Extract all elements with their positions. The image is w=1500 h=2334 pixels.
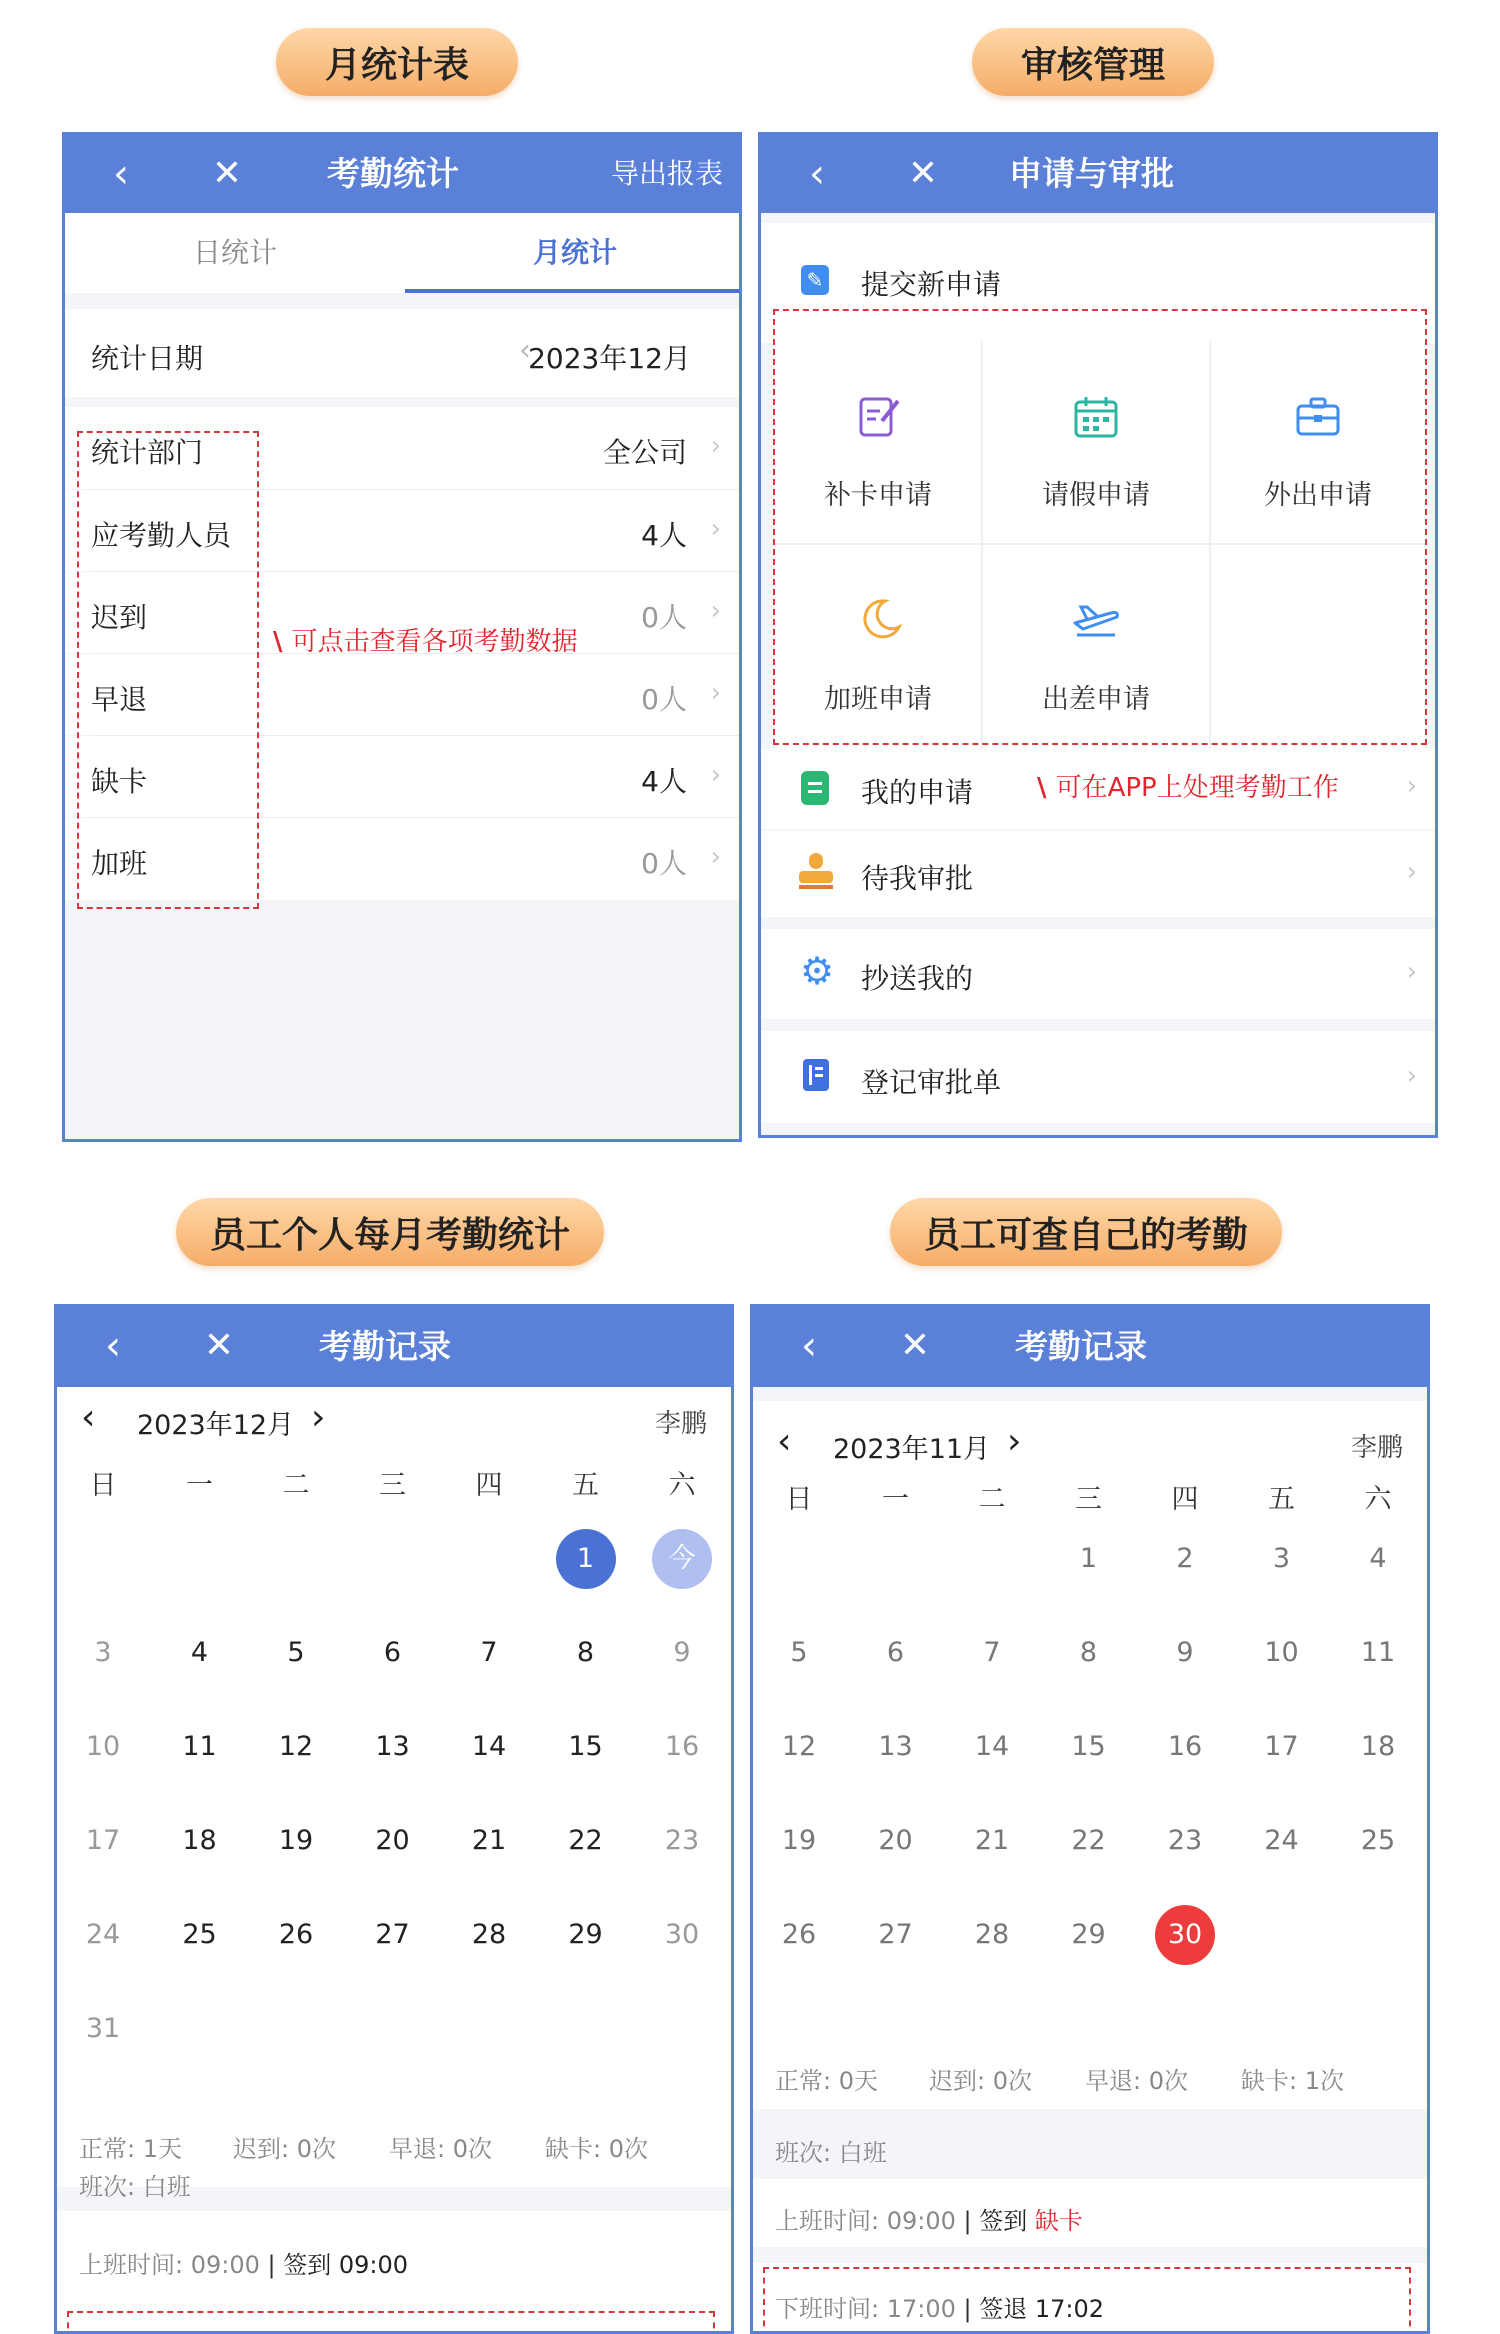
tile-label: 请假申请 xyxy=(1042,480,1150,511)
calendar-day[interactable]: 25 xyxy=(1360,1825,1396,1856)
prev-month-button[interactable]: ‹ xyxy=(81,1397,96,1438)
calendar-day[interactable]: 9 xyxy=(673,1637,691,1668)
calendar-day[interactable]: 6 xyxy=(886,1637,905,1668)
weekday-header: 日 xyxy=(785,1484,813,1515)
tile-label: 补卡申请 xyxy=(824,480,932,511)
calendar-day[interactable]: 27 xyxy=(878,1919,913,1950)
clock-in-row xyxy=(57,2211,731,2334)
stats-row-label: 加班 xyxy=(91,847,148,880)
list-register-approval[interactable] xyxy=(761,1031,1435,1123)
calendar-day[interactable]: 10 xyxy=(1264,1637,1299,1668)
calendar-day[interactable]: 21 xyxy=(471,1825,507,1856)
next-month-button[interactable]: › xyxy=(311,1397,326,1438)
list-label: 登记审批单 xyxy=(861,1066,1002,1099)
clock-in-label: 上班时间: 09:00 xyxy=(775,2207,956,2235)
chevron-left-icon[interactable]: ‹ xyxy=(809,151,825,197)
calendar-day[interactable]: 27 xyxy=(375,1919,410,1950)
stats-screen xyxy=(62,132,742,1142)
calendar-day[interactable]: 18 xyxy=(182,1825,217,1856)
prev-month-button[interactable]: ‹ xyxy=(777,1421,792,1462)
user-name: 李鹏 xyxy=(1350,1433,1403,1463)
stats-row-label: 缺卡 xyxy=(91,765,148,798)
weekday-header: 六 xyxy=(1364,1484,1392,1515)
calendar-day[interactable]: 28 xyxy=(471,1919,507,1950)
calendar-day[interactable]: 21 xyxy=(974,1825,1010,1856)
calendar-day[interactable]: 4 xyxy=(1369,1543,1387,1574)
caption-monthly: 月统计表 xyxy=(276,28,518,96)
clock-out-label: 下班时间: 17:00 xyxy=(775,2295,956,2323)
calendar-day[interactable]: 22 xyxy=(1071,1825,1106,1856)
caption-review: 审核管理 xyxy=(972,28,1214,96)
calendar-day[interactable]: 24 xyxy=(85,1919,121,1950)
approval-topbar xyxy=(761,135,1435,213)
user-name: 李鹏 xyxy=(654,1409,707,1439)
calendar xyxy=(753,1401,1427,2067)
chevron-right-icon: › xyxy=(1406,957,1417,987)
stats-row-value: 0人 xyxy=(641,601,687,634)
calendar-day[interactable]: 29 xyxy=(568,1919,603,1950)
list-label: 我的申请 xyxy=(861,776,974,809)
tile-label: 外出申请 xyxy=(1264,480,1372,511)
stats-row-value: 0人 xyxy=(641,683,687,716)
calendar-day[interactable]: 26 xyxy=(781,1919,817,1950)
calendar-day[interactable]: 17 xyxy=(85,1825,121,1856)
stats-row-value: 0人 xyxy=(641,847,687,880)
weekday-header: 三 xyxy=(379,1470,406,1501)
highlight-box xyxy=(773,309,1427,745)
close-icon[interactable]: ✕ xyxy=(907,153,939,194)
weekday-header: 日 xyxy=(89,1470,117,1501)
calendar-day[interactable]: 12 xyxy=(278,1731,314,1762)
gear-icon: ⚙ xyxy=(799,949,835,993)
calendar-day[interactable]: 15 xyxy=(1071,1731,1106,1762)
edit-icon: ✎ xyxy=(801,265,829,295)
calendar-day[interactable]: 13 xyxy=(375,1731,410,1762)
calendar-month: 2023年12月 xyxy=(137,1410,295,1441)
weekday-header: 二 xyxy=(978,1484,1006,1515)
chevron-right-icon: › xyxy=(710,760,721,790)
weekday-header: 二 xyxy=(282,1470,310,1501)
clock-in-time xyxy=(79,2245,408,2280)
weekday-header: 四 xyxy=(1171,1484,1199,1515)
highlight-box xyxy=(763,2267,1411,2334)
calendar-day[interactable]: 30 xyxy=(664,1919,700,1950)
calendar-day[interactable]: 11 xyxy=(182,1731,217,1762)
separator: | xyxy=(963,2207,980,2235)
calendar xyxy=(57,1387,731,2097)
list-pending-approval[interactable] xyxy=(761,831,1435,917)
document-icon xyxy=(801,771,829,805)
calendar-day[interactable]: 22 xyxy=(568,1825,603,1856)
stats-tabs xyxy=(65,213,739,293)
caption-personal: 员工个人每月考勤统计 xyxy=(176,1198,604,1266)
page-title: 考勤统计 xyxy=(327,154,459,193)
calendar-day[interactable]: 8 xyxy=(1079,1637,1098,1668)
stamp-icon xyxy=(799,853,833,889)
calendar-day[interactable]: 5 xyxy=(287,1637,305,1668)
calendar-day[interactable]: 30 xyxy=(1155,1905,1215,1965)
stats-row-label: 应考勤人员 xyxy=(91,519,232,552)
close-icon[interactable]: ✕ xyxy=(203,1325,235,1366)
calendar-day[interactable]: 6 xyxy=(383,1637,402,1668)
calendar-day[interactable]: 16 xyxy=(1167,1731,1203,1762)
tile-label: 出差申请 xyxy=(1042,684,1150,715)
weekday-header: 五 xyxy=(572,1470,599,1501)
chevron-left-icon[interactable]: ‹ xyxy=(519,333,531,368)
calendar-day[interactable]: 11 xyxy=(1360,1637,1396,1668)
page-title: 考勤记录 xyxy=(1015,1327,1147,1366)
calendar-day[interactable]: 9 xyxy=(1176,1637,1194,1668)
stats-summary xyxy=(753,2039,1427,2109)
list-label: 待我审批 xyxy=(861,862,974,895)
record-nov-screen xyxy=(750,1304,1430,2334)
calendar-day[interactable]: 14 xyxy=(471,1731,507,1762)
calendar-day[interactable]: 7 xyxy=(480,1637,498,1668)
submit-new-label: 提交新申请 xyxy=(861,268,1002,301)
calendar-day[interactable]: 20 xyxy=(878,1825,913,1856)
stats-row-label: 早退 xyxy=(91,683,148,716)
annotation-text: 可在APP上处理考勤工作 xyxy=(1055,773,1339,803)
sign-in-value: 签到 09:00 xyxy=(283,2251,409,2279)
calendar-day[interactable]: 7 xyxy=(983,1637,1001,1668)
stats-date-row[interactable] xyxy=(65,309,739,397)
stats-row-label: 统计部门 xyxy=(91,436,204,469)
calendar-day[interactable]: 31 xyxy=(85,2013,121,2044)
record-dec-screen xyxy=(54,1304,734,2334)
sign-in-label: 签到 xyxy=(979,2207,1028,2235)
calendar-day[interactable]: 17 xyxy=(1264,1731,1299,1762)
stats-row-value: 4人 xyxy=(641,519,687,552)
chevron-right-icon: › xyxy=(1406,1061,1417,1091)
annotation-text: 可点击查看各项考勤数据 xyxy=(291,627,578,657)
calendar-day[interactable]: 3 xyxy=(1272,1543,1291,1574)
weekday-header: 五 xyxy=(1268,1484,1295,1515)
clock-in-label: 上班时间: 09:00 xyxy=(79,2251,260,2279)
chevron-right-icon: › xyxy=(710,431,721,461)
shift-info: 班次: 白班 xyxy=(775,2139,887,2167)
calendar-day[interactable]: 今 xyxy=(652,1529,712,1589)
calendar-day[interactable]: 13 xyxy=(878,1731,913,1762)
chevron-right-icon: › xyxy=(710,596,721,626)
calendar-day[interactable]: 25 xyxy=(182,1919,217,1950)
stats-date-label: 统计日期 xyxy=(91,342,204,375)
calendar-day[interactable]: 8 xyxy=(576,1637,595,1668)
weekday-header: 一 xyxy=(186,1470,213,1501)
stat-missing: 缺卡: 0次 xyxy=(545,2135,648,2163)
calendar-day[interactable]: 2 xyxy=(1176,1543,1194,1574)
stats-date-value: 2023年12月 xyxy=(528,342,691,375)
chevron-right-icon: › xyxy=(1406,857,1417,887)
close-icon[interactable]: ✕ xyxy=(211,153,243,194)
calendar-day[interactable]: 20 xyxy=(375,1825,410,1856)
calendar-day[interactable]: 4 xyxy=(190,1637,209,1668)
stat-early-leave: 早退: 0次 xyxy=(389,2135,492,2163)
calendar-day[interactable]: 28 xyxy=(974,1919,1010,1950)
separator: | xyxy=(267,2251,284,2279)
tab-daily[interactable]: 日统计 xyxy=(192,236,277,269)
annotation-note xyxy=(1037,767,1339,804)
record-nov-topbar xyxy=(753,1307,1427,1387)
caption-self: 员工可查自己的考勤 xyxy=(890,1198,1282,1266)
clock-in-time xyxy=(775,2201,1083,2236)
sign-out-value: 签退 17:02 xyxy=(979,2295,1105,2323)
stat-normal: 正常: 1天 xyxy=(79,2135,182,2163)
pointer-mark-icon: \ xyxy=(1037,773,1056,803)
list-label: 抄送我的 xyxy=(861,962,974,995)
record-dec-topbar xyxy=(57,1307,731,1387)
chevron-right-icon: › xyxy=(1406,771,1417,801)
calendar-day[interactable]: 15 xyxy=(568,1731,603,1762)
stat-early-leave: 早退: 0次 xyxy=(1085,2067,1188,2095)
stats-row-value: 全公司 xyxy=(602,436,687,469)
calendar-day[interactable]: 5 xyxy=(790,1637,808,1668)
approval-screen xyxy=(758,132,1438,1138)
chevron-right-icon: › xyxy=(710,678,721,708)
stat-late: 迟到: 0次 xyxy=(233,2135,336,2163)
highlight-box xyxy=(67,2311,715,2334)
calendar-day[interactable]: 19 xyxy=(781,1825,817,1856)
chevron-left-icon[interactable]: ‹ xyxy=(105,1323,121,1369)
sign-in-status: 缺卡 xyxy=(1034,2207,1083,2235)
weekday-header: 三 xyxy=(1075,1484,1102,1515)
stat-late: 迟到: 0次 xyxy=(929,2067,1032,2095)
calendar-day[interactable]: 3 xyxy=(94,1637,112,1668)
chevron-left-icon[interactable]: ‹ xyxy=(113,151,129,197)
calendar-day[interactable]: 10 xyxy=(85,1731,121,1762)
chevron-right-icon: › xyxy=(710,842,721,872)
page-title: 考勤记录 xyxy=(319,1327,451,1366)
calendar-day[interactable]: 18 xyxy=(1360,1731,1396,1762)
calendar-day[interactable]: 23 xyxy=(1167,1825,1203,1856)
pointer-mark-icon: \ xyxy=(273,627,292,657)
calendar-day[interactable]: 16 xyxy=(664,1731,700,1762)
calendar-day[interactable]: 1 xyxy=(556,1529,616,1589)
weekday-header: 六 xyxy=(668,1470,696,1501)
stat-normal: 正常: 0天 xyxy=(775,2067,878,2095)
export-report-button[interactable]: 导出报表 xyxy=(610,157,723,190)
shift-info: 班次: 白班 xyxy=(79,2173,191,2201)
chevron-right-icon: › xyxy=(710,514,721,544)
separator: | xyxy=(963,2295,980,2323)
calendar-day[interactable]: 26 xyxy=(278,1919,314,1950)
stat-missing: 缺卡: 1次 xyxy=(1241,2067,1344,2095)
chevron-left-icon[interactable]: ‹ xyxy=(801,1323,817,1369)
tab-active-underline xyxy=(405,289,742,293)
page-title: 申请与审批 xyxy=(1009,154,1174,193)
clock-in-row xyxy=(753,2179,1427,2247)
tab-monthly[interactable]: 月统计 xyxy=(532,236,617,269)
list-cc-to-me[interactable] xyxy=(761,929,1435,1019)
calendar-day[interactable]: 1 xyxy=(1079,1543,1098,1574)
highlight-box xyxy=(77,431,259,909)
next-month-button[interactable]: › xyxy=(1007,1421,1022,1462)
weekday-header: 四 xyxy=(475,1470,503,1501)
calendar-day[interactable]: 24 xyxy=(1264,1825,1299,1856)
form-icon xyxy=(803,1059,829,1091)
calendar-day[interactable]: 12 xyxy=(781,1731,817,1762)
annotation-note xyxy=(273,621,578,658)
stats-row-value: 4人 xyxy=(641,765,687,798)
calendar-day[interactable]: 14 xyxy=(974,1731,1010,1762)
close-icon[interactable]: ✕ xyxy=(899,1325,931,1366)
calendar-day[interactable]: 19 xyxy=(278,1825,314,1856)
tile-label: 加班申请 xyxy=(824,684,932,715)
calendar-day[interactable]: 23 xyxy=(664,1825,700,1856)
stats-topbar xyxy=(65,135,739,213)
stats-row-label: 迟到 xyxy=(91,601,148,634)
calendar-day[interactable]: 29 xyxy=(1071,1919,1106,1950)
calendar-month: 2023年11月 xyxy=(833,1434,991,1465)
weekday-header: 一 xyxy=(882,1484,909,1515)
